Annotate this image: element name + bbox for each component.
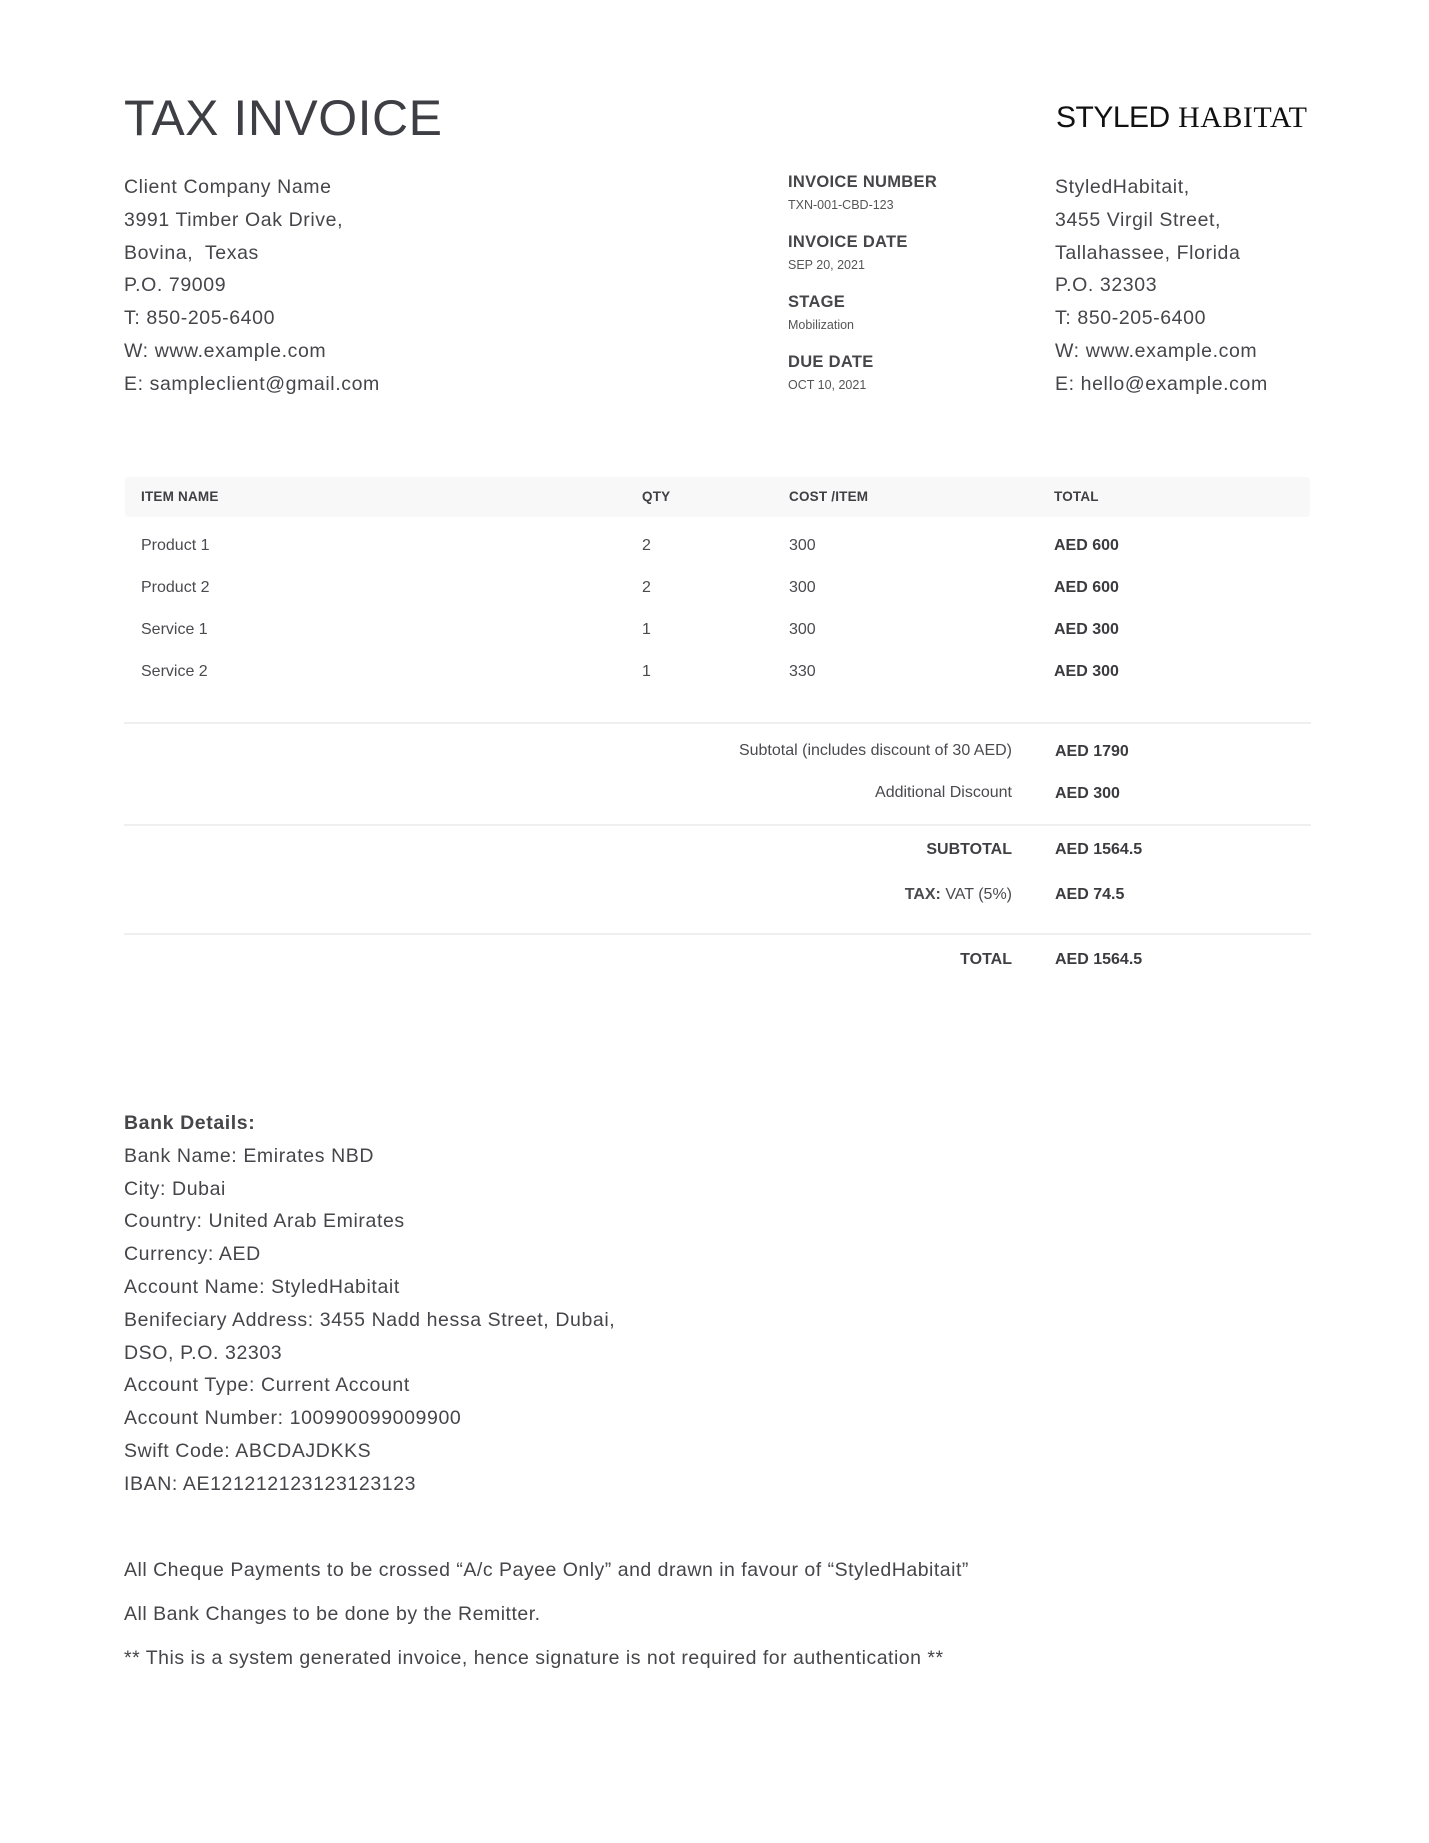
column-header-item-name: ITEM NAME <box>141 489 219 504</box>
bank-name: Bank Name: Emirates NBD <box>124 1144 375 1167</box>
swift-code: Swift Code: ABCDAJDKKS <box>124 1439 372 1462</box>
column-header-qty: QTY <box>642 489 671 504</box>
table-row <box>125 651 1310 693</box>
additional-discount-value: AED 300 <box>1055 785 1120 802</box>
brand-logo-part1: STYLED <box>1056 101 1170 134</box>
invoice-date-label: INVOICE DATE <box>788 233 908 251</box>
note-bank-charges: All Bank Changes to be done by the Remitter. <box>124 1603 541 1625</box>
item-name: Service 1 <box>141 621 208 638</box>
item-cost: 330 <box>789 663 816 680</box>
subtotal-discount-label: Subtotal (includes discount of 30 AED) <box>738 742 1012 759</box>
subtotal-label: SUBTOTAL <box>926 841 1012 858</box>
vendor-address <box>1055 171 1268 401</box>
tax-label-bold: TAX: <box>904 886 941 903</box>
stage-label: STAGE <box>788 293 846 311</box>
column-header-total: TOTAL <box>1054 489 1099 504</box>
bank-currency: Currency: AED <box>124 1243 261 1266</box>
subtotal-discount-value: AED 1790 <box>1055 743 1129 760</box>
vendor-street: 3455 Virgil Street, <box>1055 208 1222 231</box>
beneficiary-address: Benifeciary Address: 3455 Nadd hessa Street, Dubai, <box>124 1308 616 1331</box>
brand-logo <box>1056 98 1307 138</box>
account-type: Account Type: Current Account <box>124 1374 410 1397</box>
vendor-website: W: www.example.com <box>1055 339 1258 362</box>
item-name: Product 1 <box>141 537 210 554</box>
bank-details-heading: Bank Details: <box>124 1112 256 1134</box>
item-qty: 1 <box>642 621 651 638</box>
vendor-name: StyledHabitait, <box>1055 176 1190 198</box>
vendor-city: Tallahassee, Florida <box>1055 241 1241 264</box>
due-date-value: OCT 10, 2021 <box>788 378 867 392</box>
vendor-email: E: hello@example.com <box>1055 372 1268 395</box>
item-qty: 1 <box>642 663 651 680</box>
page-title: TAX INVOICE <box>124 90 443 146</box>
item-qty: 2 <box>642 537 651 554</box>
client-website: W: www.example.com <box>124 339 327 362</box>
total-label: TOTAL <box>960 951 1012 968</box>
item-total: AED 600 <box>1054 579 1119 596</box>
account-name: Account Name: StyledHabitait <box>124 1275 400 1298</box>
beneficiary-address-cont: DSO, P.O. 32303 <box>124 1341 283 1364</box>
invoice-meta <box>788 172 937 412</box>
client-name: Client Company Name <box>124 176 332 198</box>
item-total: AED 300 <box>1054 663 1119 680</box>
stage-value: Mobilization <box>788 318 855 332</box>
bank-country: Country: United Arab Emirates <box>124 1210 405 1233</box>
item-cost: 300 <box>789 579 816 596</box>
invoice-date-value: SEP 20, 2021 <box>788 258 865 272</box>
item-name: Product 2 <box>141 579 210 596</box>
iban: IBAN: AE121212123123123123 <box>124 1472 417 1495</box>
table-row <box>125 609 1310 651</box>
note-cheque: All Cheque Payments to be crossed “A/c Payee Only” and drawn in favour of “StyledHabitait” <box>124 1559 969 1581</box>
client-address <box>124 171 380 401</box>
bank-details <box>124 1107 615 1501</box>
table-row <box>125 525 1310 567</box>
client-phone: T: 850-205-6400 <box>124 307 276 330</box>
subtotal-value: AED 1564.5 <box>1055 841 1143 858</box>
client-po: P.O. 79009 <box>124 274 227 297</box>
item-name: Service 2 <box>141 663 208 680</box>
divider <box>124 933 1311 935</box>
due-date-label: DUE DATE <box>788 353 874 371</box>
additional-discount-label: Additional Discount <box>875 784 1012 801</box>
table-row <box>125 567 1310 609</box>
invoice-number-value: TXN-001-CBD-123 <box>788 198 894 212</box>
client-email: E: sampleclient@gmail.com <box>124 372 380 395</box>
item-total: AED 600 <box>1054 537 1119 554</box>
divider <box>124 722 1311 724</box>
payment-notes <box>124 1548 969 1680</box>
client-city: Bovina, Texas <box>124 241 259 264</box>
item-qty: 2 <box>642 579 651 596</box>
divider <box>124 824 1311 826</box>
vendor-po: P.O. 32303 <box>1055 274 1158 297</box>
column-header-cost: COST /ITEM <box>789 489 869 504</box>
item-cost: 300 <box>789 537 816 554</box>
invoice-number-label: INVOICE NUMBER <box>788 173 938 191</box>
vendor-phone: T: 850-205-6400 <box>1055 307 1207 330</box>
client-street: 3991 Timber Oak Drive, <box>124 208 344 231</box>
note-system-generated: ** This is a system generated invoice, hence signature is not required for authentication ** <box>124 1647 944 1669</box>
tax-label <box>905 886 1012 904</box>
tax-value: AED 74.5 <box>1055 886 1125 903</box>
items-table-header <box>125 477 1310 517</box>
tax-label-rest: VAT (5%) <box>940 886 1012 903</box>
item-cost: 300 <box>789 621 816 638</box>
item-total: AED 300 <box>1054 621 1119 638</box>
brand-logo-part2: HABITAT <box>1178 101 1308 134</box>
total-value: AED 1564.5 <box>1055 951 1143 968</box>
account-number: Account Number: 100990099009900 <box>124 1407 462 1430</box>
bank-city: City: Dubai <box>124 1177 226 1200</box>
